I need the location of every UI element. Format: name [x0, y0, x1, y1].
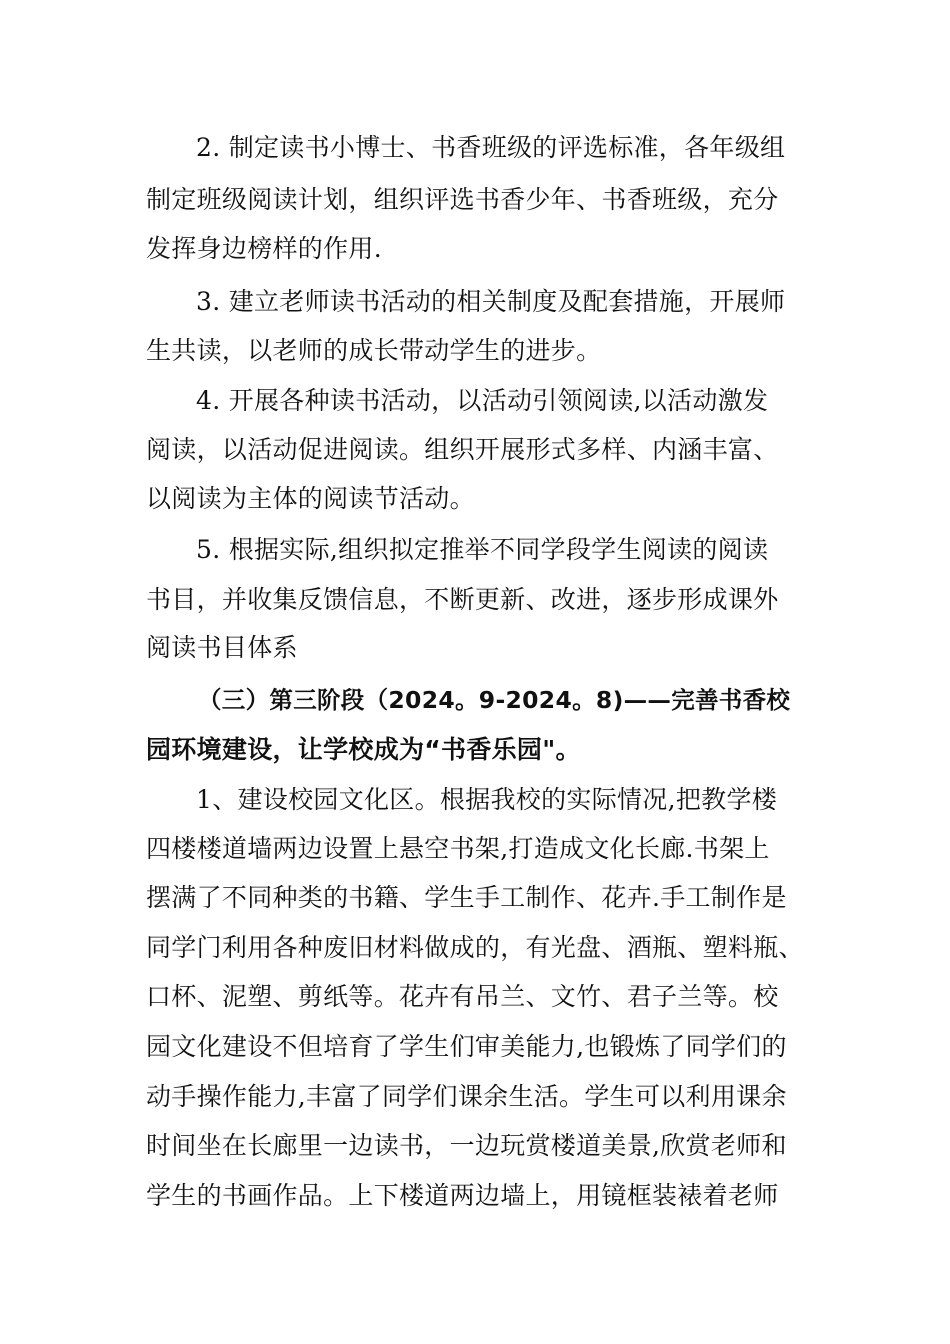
text-line: 学生的书画作品。上下楼道两边墙上，用镜框装裱着老师	[146, 1181, 779, 1210]
text-line: 2. 制定读书小博士、书香班级的评选标准，各年级组	[196, 133, 786, 162]
text-line: 制定班级阅读计划，组织评选书香少年、书香班级，充分	[146, 185, 779, 214]
text-line: 摆满了不同种类的书籍、学生手工制作、花卉.手工制作是	[146, 883, 787, 912]
text-line: 同学门利用各种废旧材料做成的，有光盘、酒瓶、塑料瓶、	[146, 933, 804, 962]
text-line: 园文化建设不但培育了学生们审美能力,也锻炼了同学们的	[146, 1032, 787, 1061]
text-line: 生共读，以老师的成长带动学生的进步。	[146, 336, 602, 365]
text-line: 时间坐在长廊里一边读书，一边玩赏楼道美景,欣赏老师和	[146, 1131, 787, 1160]
text-line: 阅读，以活动促进阅读。组织开展形式多样、内涵丰富、	[146, 435, 779, 464]
text-line: 书目，并收集反馈信息，不断更新、改进，逐步形成课外	[146, 585, 779, 614]
text-line: 4. 开展各种读书活动，以活动引领阅读,以活动激发	[196, 386, 769, 415]
section-heading: 园环境建设，让学校成为“书香乐园"。	[146, 735, 581, 764]
text-line: 口杯、泥塑、剪纸等。花卉有吊兰、文竹、君子兰等。校	[146, 982, 779, 1011]
text-line: 四楼楼道墙两边设置上悬空书架,打造成文化长廊.书架上	[146, 834, 770, 863]
text-line: 3. 建立老师读书活动的相关制度及配套措施，开展师	[196, 287, 786, 316]
text-line: 动手操作能力,丰富了同学们课余生活。学生可以利用课余	[146, 1082, 787, 1111]
text-line: 发挥身边榜样的作用.	[146, 234, 382, 263]
text-line: 1、建设校园文化区。根据我校的实际情况,把教学楼	[196, 785, 778, 814]
text-line: 以阅读为主体的阅读节活动。	[146, 484, 475, 513]
text-line: 阅读书目体系	[146, 633, 298, 662]
section-heading: （三）第三阶段（2024。9-2024。8)——完善书香校	[198, 686, 791, 714]
text-line: 5. 根据实际,组织拟定推举不同学段学生阅读的阅读	[196, 535, 769, 564]
